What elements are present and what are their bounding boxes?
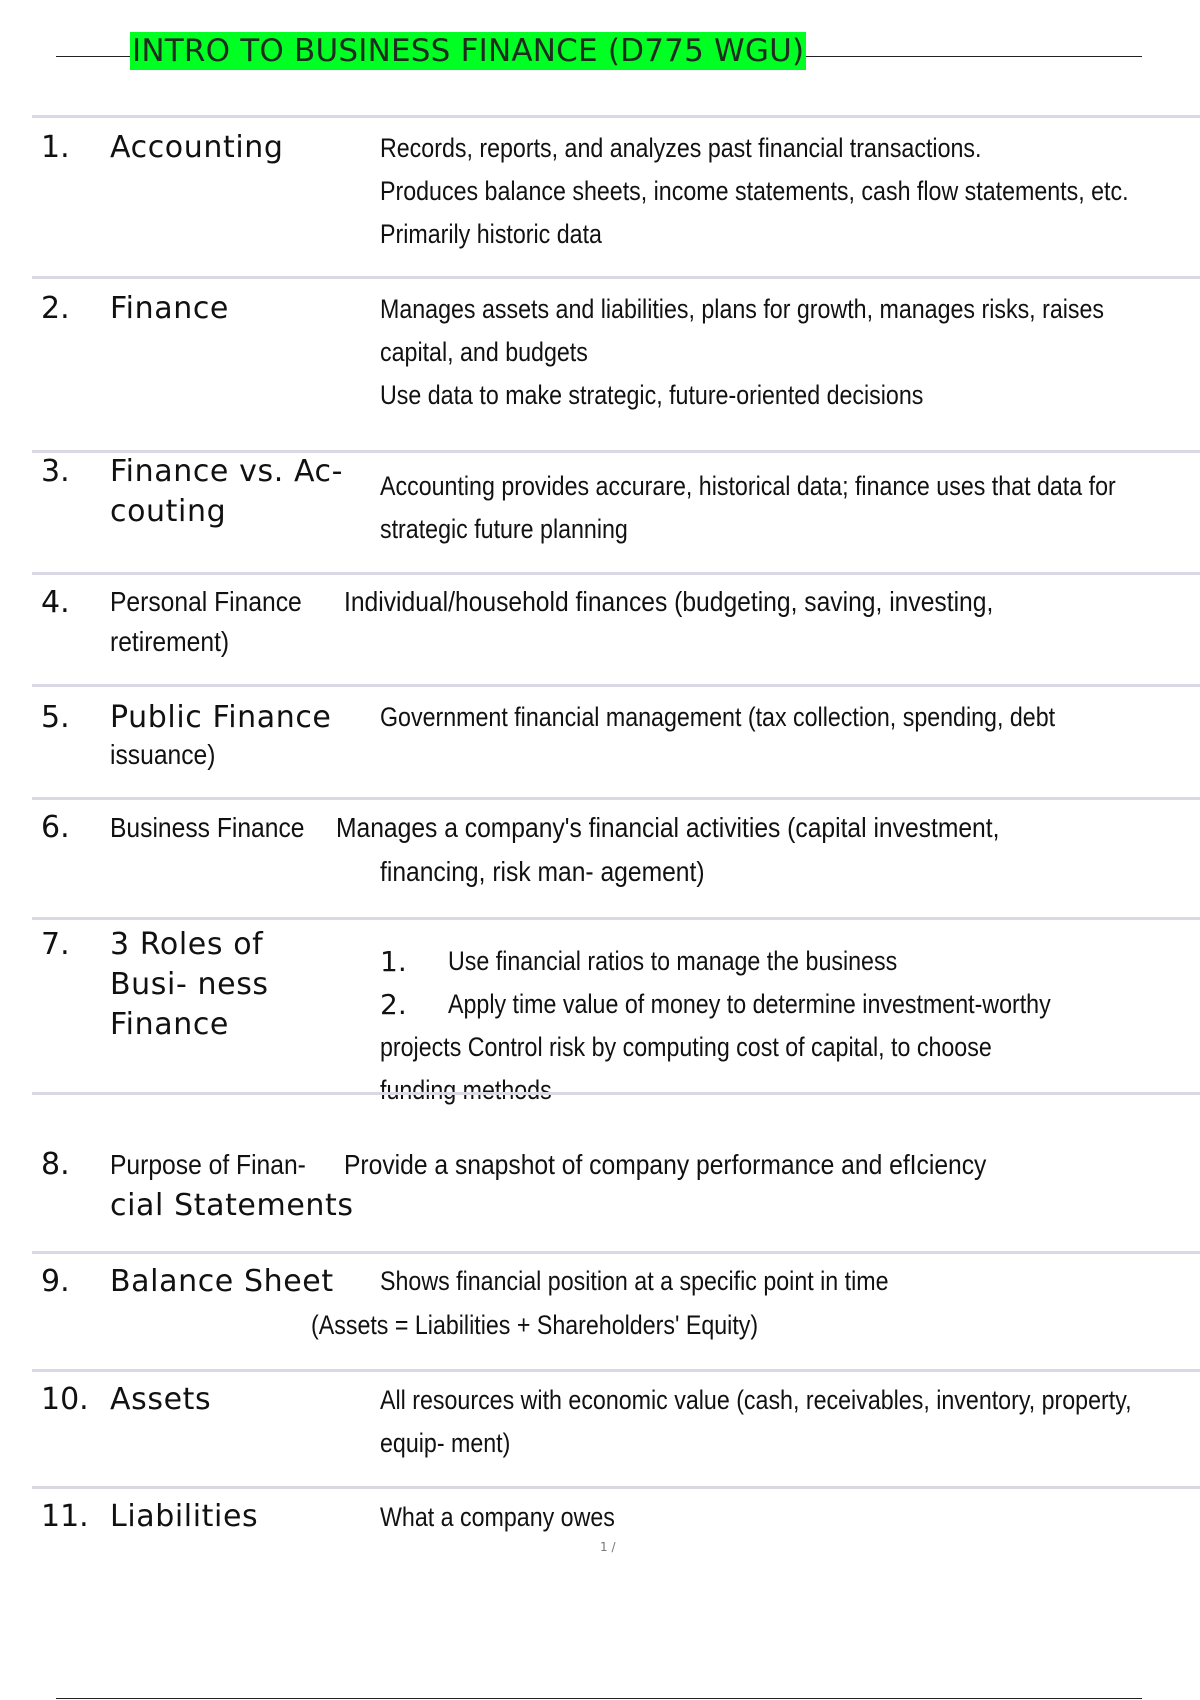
definition-line: Records, reports, and analyzes past financial transactions. [380, 133, 982, 163]
row-separator [32, 572, 1200, 575]
row-separator [32, 684, 1200, 687]
page-number: 1 / [600, 1540, 616, 1554]
term-continuation: cial Statements [110, 1188, 354, 1223]
term-finance-vs-accounting: Finance vs. Ac- couting [110, 454, 344, 529]
footer-rule [56, 1698, 1142, 1699]
row-number: 9. [41, 1264, 70, 1299]
definition-line: capital, and budgets [380, 337, 588, 367]
term-public-finance: Public Finance [110, 700, 332, 735]
row-number: 8. [41, 1147, 70, 1182]
definition-line: retirement) [110, 626, 230, 657]
row-number: 3. [41, 454, 70, 489]
row-separator [32, 276, 1200, 279]
row-separator [32, 917, 1200, 920]
term-assets: Assets [110, 1382, 212, 1417]
term-accounting: Accounting [110, 130, 284, 165]
definition-line: Provide a snapshot of company performance and efIciency [344, 1149, 987, 1180]
definition-line: All resources with economic value (cash, receivables, inventory, property, [380, 1385, 1132, 1415]
row-number: 1. [41, 130, 70, 165]
row-separator [32, 1092, 1200, 1095]
row-number: 11. [41, 1499, 89, 1534]
list-item: Use financial ratios to manage the business [448, 946, 898, 976]
list-item: Apply time value of money to determine investment-worthy [448, 989, 1051, 1019]
definition-line: (Assets = Liabilities + Shareholders' Equity) [311, 1310, 759, 1340]
row-number: 7. [41, 927, 70, 962]
definition-line: financing, risk man- agement) [380, 856, 705, 887]
row-separator [32, 1251, 1200, 1254]
row-separator [32, 1369, 1200, 1372]
definition-line: Primarily historic data [380, 219, 602, 249]
row-number: 5. [41, 700, 70, 735]
list-number: 1. [380, 945, 407, 978]
definition-line: equip- ment) [380, 1428, 511, 1458]
row-separator [32, 1486, 1200, 1489]
definition-line: Produces balance sheets, income statements, cash flow statements, etc. [380, 176, 1129, 206]
term-roles-of-business-finance: 3 Roles of Busi- ness Finance [110, 927, 269, 1042]
term-balance-sheet: Balance Sheet [110, 1264, 334, 1299]
row-separator [32, 115, 1200, 118]
document-title: INTRO TO BUSINESS FINANCE (D775 WGU) [132, 33, 805, 69]
row-number: 10. [41, 1382, 89, 1417]
row-number: 4. [41, 585, 70, 620]
definition-line: What a company owes [380, 1502, 615, 1532]
list-number: 2. [380, 988, 407, 1021]
definition-line: Government financial management (tax collection, spending, debt [380, 702, 1056, 732]
definition-line: Manages a company's financial activities (capital investment, [336, 812, 1000, 843]
term-business-finance: Business Finance [110, 812, 305, 843]
row-separator [32, 797, 1200, 800]
row-number: 6. [41, 810, 70, 845]
term-personal-finance: Personal Finance [110, 586, 302, 617]
term-purpose-of-financial-statements: Purpose of Finan- [110, 1149, 306, 1180]
definition-line: issuance) [110, 739, 216, 770]
row-number: 2. [41, 291, 70, 326]
definition-line: Individual/household finances (budgeting, saving, investing, [344, 586, 994, 617]
definition-line: Manages assets and liabilities, plans for growth, manages risks, raises [380, 294, 1105, 324]
definition-line: projects Control risk by computing cost of capital, to choose [380, 1032, 992, 1062]
definition-line: Use data to make strategic, future-oriented decisions [380, 380, 924, 410]
definition-line: strategic future planning [380, 514, 628, 544]
definition-line: Shows financial position at a specific point in time [380, 1266, 889, 1296]
term-liabilities: Liabilities [110, 1499, 259, 1534]
term-finance: Finance [110, 291, 229, 326]
definition-line: funding methods [380, 1075, 552, 1105]
definition-line: Accounting provides accurare, historical data; finance uses that data for [380, 471, 1116, 501]
